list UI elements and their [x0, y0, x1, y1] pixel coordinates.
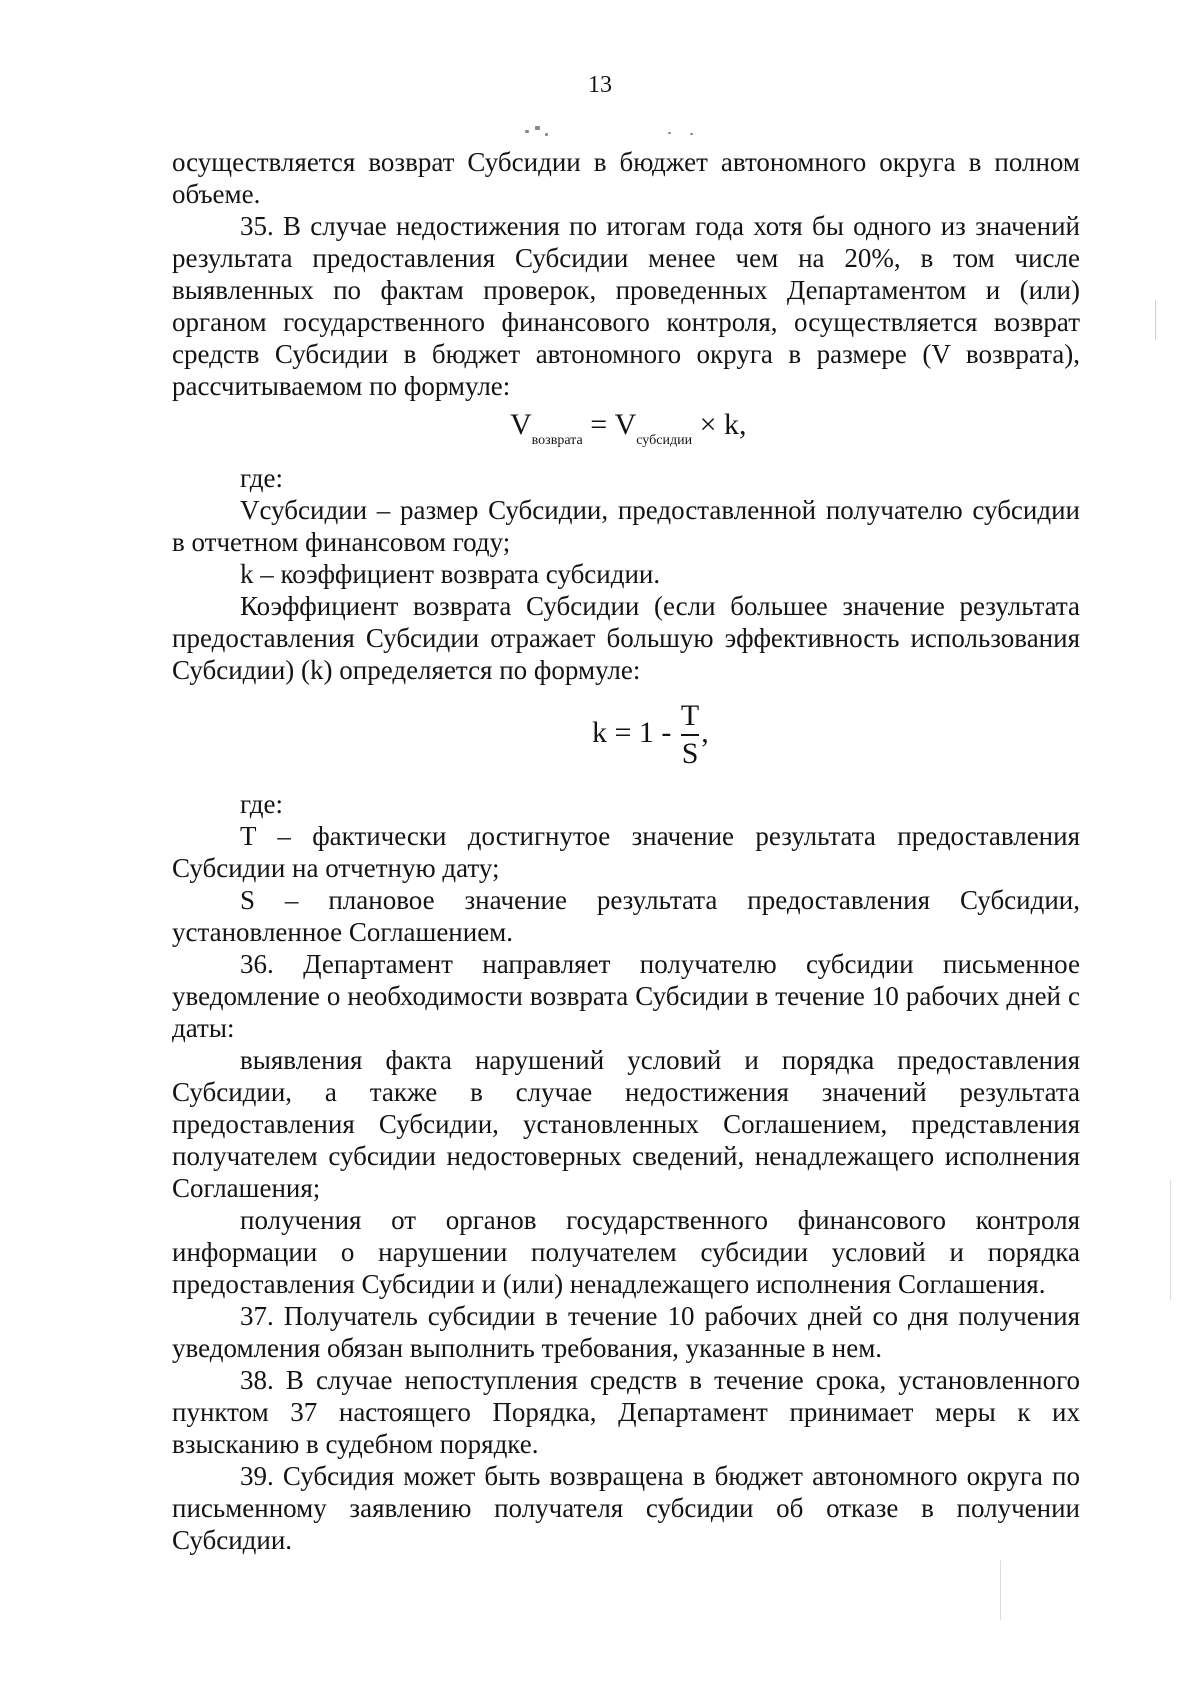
paragraph-36: 36. Департамент направляет получателю субсидии письменное уведомление о необходимости возврата Субсидии в течение 10 рабочих дней с даты:	[172, 949, 1080, 1043]
formula-fraction	[681, 700, 699, 770]
scan-artifact	[668, 132, 671, 134]
paragraph-38: 38. В случае непоступления средств в течение срока, установленного пунктом 37 настоящего Порядка, Департамент принимает меры к их взысканию в судебном порядке.	[172, 1365, 1080, 1459]
formula-v-return-subscript: возврата	[531, 433, 583, 448]
formula-k-lhs: k = 1 -	[592, 715, 672, 749]
paragraph-k-definition: k – коэффициент возврата субсидии.	[240, 559, 661, 589]
paragraph-continuation: осуществляется возврат Субсидии в бюджет автономного округа в полном объеме.	[172, 147, 1080, 209]
scan-artifact	[525, 130, 529, 133]
paragraph-where-2: где:	[240, 789, 283, 819]
formula-v-subsidy-subscript: субсидии	[636, 433, 693, 448]
formula-v-symbol: V	[510, 408, 532, 441]
scan-artifact	[1000, 1560, 1001, 1620]
page-number: 13	[588, 72, 612, 98]
formula-comma: ,	[701, 715, 709, 749]
paragraph-37: 37. Получатель субсидии в течение 10 рабочих дней со дня получения уведомления обязан выполнить требования, указанные в нем.	[172, 1301, 1080, 1363]
paragraph-where-1: где:	[240, 463, 283, 493]
paragraph-t-definition: T – фактически достигнутое значение результата предоставления Субсидии на отчетную дату;	[172, 821, 1080, 883]
formula-denominator: S	[681, 737, 699, 770]
coefficient-formula	[592, 700, 709, 770]
scan-artifact	[545, 133, 548, 136]
paragraph-s-definition: S – плановое значение результата предоставления Субсидии, установленное Соглашением.	[172, 885, 1080, 947]
formula-v-symbol: V	[614, 408, 637, 441]
paragraph-39: 39. Субсидия может быть возвращена в бюджет автономного округа по письменному заявлению получателя субсидии об отказе в получении Субсидии.	[172, 1461, 1080, 1555]
scan-artifact	[1155, 300, 1156, 340]
formula-numerator: T	[680, 699, 700, 732]
scan-artifact	[690, 133, 693, 135]
paragraph-35: 35. В случае недостижения по итогам года хотя бы одного из значений результата предоставления Субсидии менее чем на 20%, в том числе выявленных по фактам проверок, проведенных Департаментом и (или) органом государственного финансового контроля, осуществляется возврат средств Субсидии в бюджет автономного округа в размере (V возврата), рассчитываемом по формуле:	[172, 211, 1080, 401]
return-amount-formula	[510, 408, 747, 448]
paragraph-violations: выявления факта нарушений условий и порядка предоставления Субсидии, а также в случае недостижения значений результата предоставления Субсидии, установленных Соглашением, представления получателем субсидии недостоверных сведений, ненадлежащего исполнения Соглашения;	[172, 1045, 1080, 1203]
scan-artifact	[1170, 1180, 1171, 1300]
scan-artifact	[535, 126, 540, 130]
paragraph-control-info: получения от органов государственного финансового контроля информации о нарушении получателем субсидии условий и порядка предоставления Субсидии и (или) ненадлежащего исполнения Соглашения.	[172, 1205, 1080, 1299]
formula-times-k: × k,	[699, 408, 747, 441]
formula-equals: =	[590, 408, 608, 441]
paragraph-v-subsidy-definition: Vсубсидии – размер Субсидии, предоставленной получателю субсидии в отчетном финансовом году;	[172, 495, 1080, 557]
fraction-bar	[681, 734, 699, 736]
paragraph-coefficient: Коэффициент возврата Субсидии (если большее значение результата предоставления Субсидии отражает большую эффективность использования Субсидии) (k) определяется по формуле:	[172, 591, 1080, 685]
